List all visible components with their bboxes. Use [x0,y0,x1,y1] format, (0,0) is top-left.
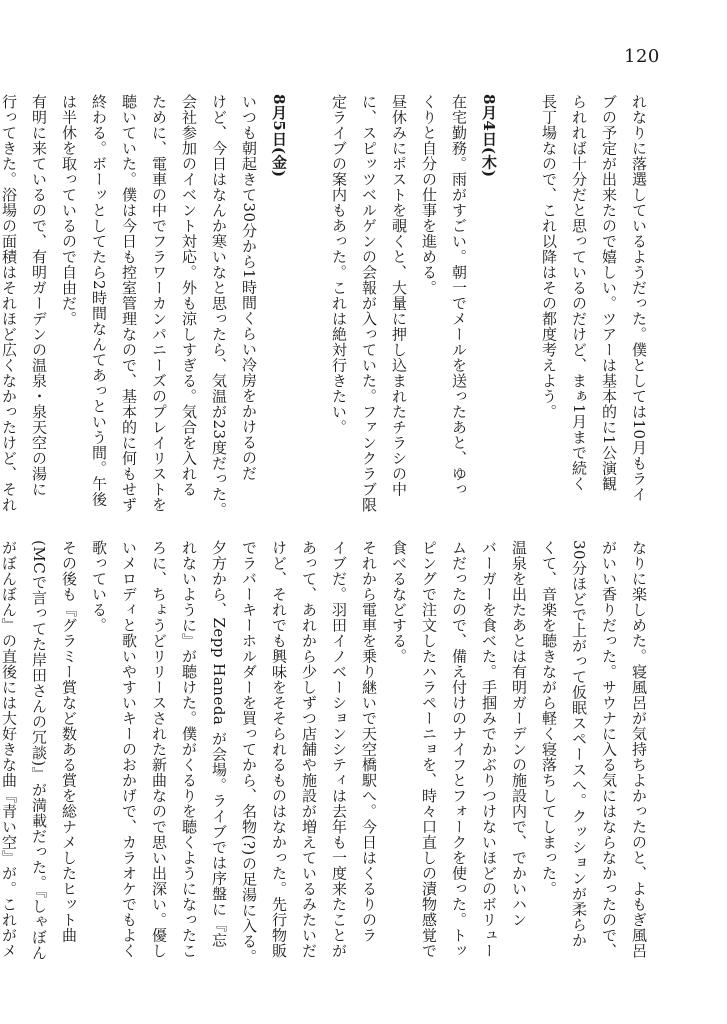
text-line: 食べるなどする。 [390,540,408,664]
text-line: くりと自分の仕事を進める。 [420,94,438,296]
text-line: 会社参加のイベント対応。外も涼しすぎる。気合を入れる [180,94,198,497]
text-line: いメロディと歌いやすいキーのおかげで、カラオケでもよく [120,540,138,959]
date-heading-aug4: 8月4日(木) [480,94,498,178]
text-line: に、スピッツベルゲンの会報が入っていた。ファンクラブ限 [360,94,378,513]
text-line: それから電車を乗り継いで天空橋駅へ。今日はくるりのラ [360,540,378,943]
text-line: 昼休みにポストを覗くと、大量に押し込まれたチラシの中 [390,94,408,497]
text-line: 定ライブの案内もあった。これは絶対行きたい。 [330,94,348,435]
text-line: られれば十分だと思っているのだけど、まぁ1月まで続く [570,94,588,492]
page-number: 120 [624,46,660,67]
text-line: 温泉を出たあとは有明ガーデンの施設内で、でかいハン [510,540,528,928]
text-line: なりに楽しめた。寝風呂が気持ちよかったのと、よもぎ風呂 [630,540,648,959]
text-line: ムだったので、備え付けのナイフとフォークを使った。トッ [450,540,468,959]
blank-line [504,94,534,512]
text-line: くて、音楽を聴きながら軽く寝落ちしてしまった。 [540,540,558,897]
text-line: 夕方から、Zepp Haneda が会場。ライブでは序盤に『忘 [210,540,228,948]
text-line: れないように』が聴けた。僕がくるりを聴くようになったこ [180,540,198,959]
text-line: 行ってきた。浴場の面積はそれほど広くなかったけど、それ [0,94,18,513]
text-line: イブだ。羽田イノベーションシティは去年も一度来たことが [330,540,348,959]
text-line: がいい香りだった。サウナに入る気にはならなかったので、 [600,540,618,959]
text-line: 有明に来ているので、有明ガーデンの温泉・泉天空の湯に [30,94,48,497]
text-line: 聴いていた。僕は今日も控室管理なので、基本的に何もせず [120,94,138,513]
text-line: その後も『グラミー賞など数ある賞を総ナメしたヒット曲 [60,540,78,943]
text-line: ブの予定が出来たので嬉しい。ツアーは基本的に1公演観 [600,94,618,492]
text-line: 歌っている。 [90,540,108,633]
text-line: ために、電車の中でフラワーカンパニーズのプレイリストを [150,94,168,513]
text-line: 長丁場なので、これ以降はその都度考えよう。 [540,94,558,420]
text-line: ろに、ちょうどリリースされた新曲なので思い出深い。優し [150,540,168,959]
text-line: (MCで言ってた岸田さんの冗談)』が満載だった。『しゃぼん [30,540,48,961]
text-line: れなりに落選しているようだった。僕としては10月もライ [630,94,648,502]
text-line: は半休を取っているので自由だ。 [60,94,78,327]
text-block-lower [0,540,654,965]
text-line: いつも朝起きて30分から1時間くらい冷房をかけるのだ [240,94,258,481]
text-line: バーガーを食べた。手掴みでかぶりつけないほどのボリュー [480,540,498,959]
text-line: ピングで注文したハラペーニョを、時々口直しの漬物感覚で [420,540,438,959]
text-line: 終わる。ボーッとしてたら2時間なんてあっという間。午後 [90,94,108,508]
text-line: 在宅勤務。雨がすごい。朝一でメールを送ったあと、ゆっ [450,94,468,497]
text-line: 30分ほどで上がって仮眠スペースへ。クッションが柔らか [570,540,588,948]
text-line: あって、あれから少しずつ店舗や施設が増えているみたいだ [300,540,318,959]
text-line: でラバーキーホルダーを買ってから、名物(?)の足湯に入る。 [240,540,258,965]
text-line: けど、それでも興味をそそられるものはなかった。先行物販 [270,540,288,959]
blank-line [294,94,324,512]
text-block-upper [0,94,654,518]
text-line: がぼんぼん』の直後には大好きな曲『青い空』が。これがメ [0,540,18,959]
text-line: けど、今日はなんか寒いなと思ったら、気温が23度だった。 [210,94,228,518]
date-heading-aug5: 8月5日(金) [270,94,288,178]
